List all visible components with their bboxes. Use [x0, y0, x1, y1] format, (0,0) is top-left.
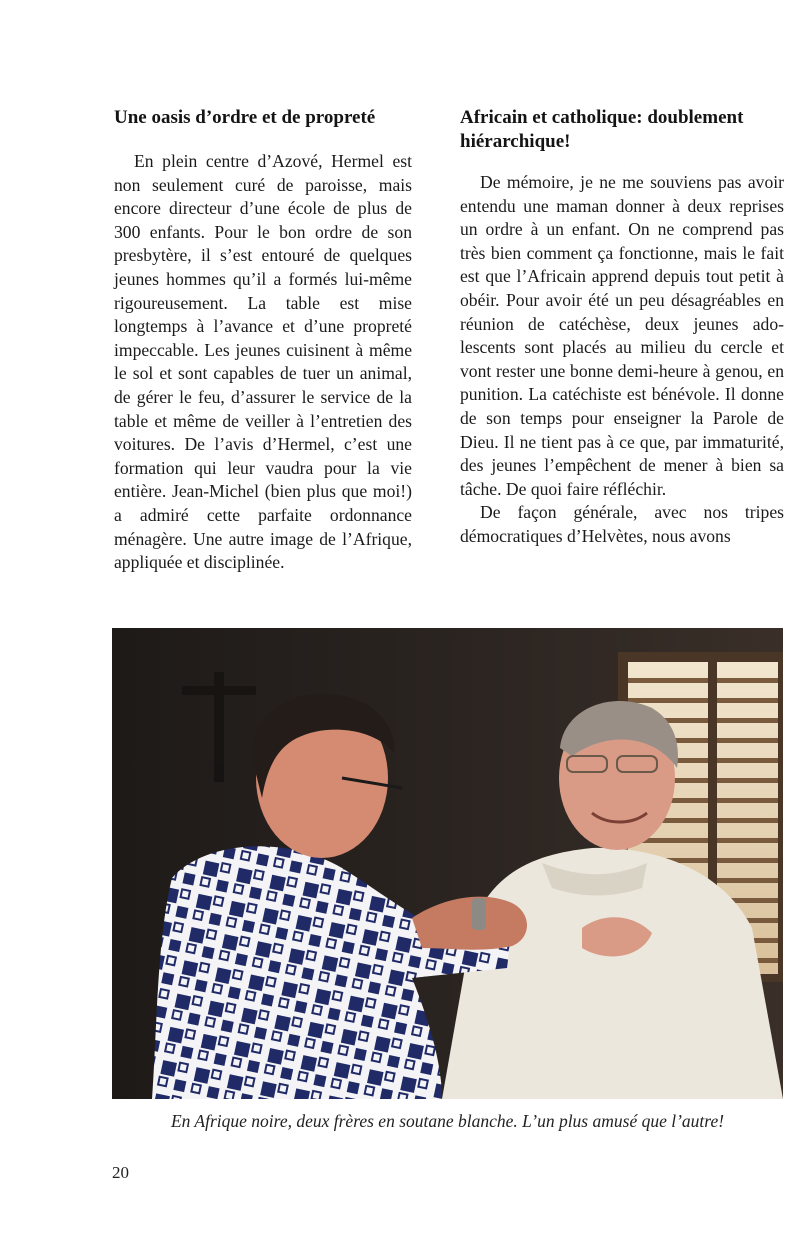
page-number: 20 [112, 1163, 129, 1182]
photo-two-priests [112, 628, 783, 1099]
left-column-body [114, 150, 412, 575]
section-heading-right: Africain et catholique: doublement hiérarchique! [460, 107, 744, 152]
right-column [460, 106, 784, 549]
photo-caption: En Afrique noire, deux frères en soutane blanche. L’un plus amusé que l’autre! [170, 1111, 725, 1131]
photo-illustration [112, 628, 783, 1099]
left-column [114, 106, 412, 575]
right-paragraph-1: De mémoire, je ne me souviens pas avoir entendu une maman donner à deux reprises un ordre à un enfant. On ne comprend pas très bien comment ça fonctionne, mais le fait est que l’Africain apprend depuis tout petit à obéir. Pour avoir été un peu désagréables en réunion de catéchèse, deux jeunes adolescents sont placés au milieu du cercle et vont rester une bonne demi-heure à genou, en punition. La catéchiste est bénévole. Il donne de son temps pour enseigner la Parole de Dieu. Il ne tient pas à ce que, par immaturité, des jeunes l’empêchent de mener à bien sa tâche. De quoi faire réfléchir. [460, 172, 784, 499]
section-heading-left: Une oasis d’ordre et de propreté [114, 107, 376, 128]
right-column-body [460, 171, 784, 549]
right-paragraph-2: De façon générale, avec nos tripes démocratiques d’Helvètes, nous avons [460, 502, 784, 546]
left-paragraph-1: En plein centre d’Azové, Hermel est non seulement curé de paroisse, mais encore directeur d’une école de plus de 300 enfants. Pour le bon ordre de son presbytère, il s’est entouré de quelques jeunes hommes qu’il a formés lui-même rigoureusement. La table est mise longtemps à l’avance et d’une propreté impeccable. Les jeunes cuisinent à même le sol et sont capables de tuer un animal, de gérer le feu, d’assurer le service de la table et même de veiller à l’entretien des voitures. De l’avis d’Hermel, c’est une formation qui leur vaudra pour la vie entière. Jean-Michel (bien plus que moi!) a admiré cette parfaite ordonnance ménagère. Une autre image de l’Afrique, appliquée et disciplinée. [114, 151, 412, 573]
